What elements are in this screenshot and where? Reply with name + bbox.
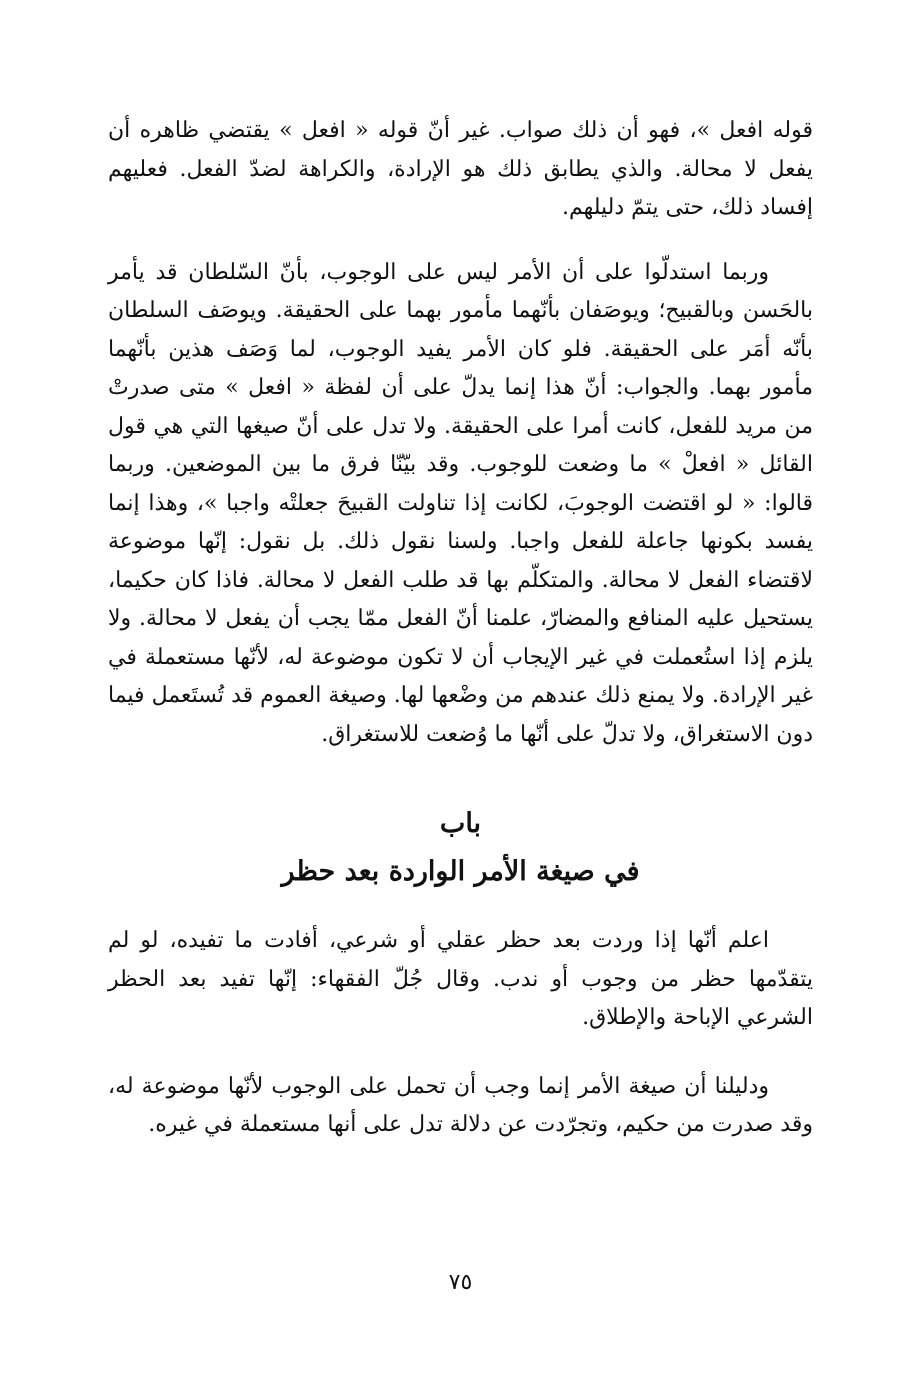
chapter-paragraph-intro: اعلم أنّها إذا وردت بعد حظر عقلي أو شرعي، أفادت ما تفيده، لو لم يتقدّمها حظر من وجوب أو ندب. وقال جُلّ الفقهاء: إنّها تفيد بعد الحظر الشرعي الإباحة والإطلاق. — [108, 928, 813, 1030]
chapter-title: في صيغة الأمر الواردة بعد حظر — [281, 856, 640, 887]
chapter-label: باب — [439, 808, 482, 839]
paragraph-continuation: قوله افعل »، فهو أن ذلك صواب. غير أنّ قوله « افعل » يقتضي ظاهره أن يفعل لا محالة. والذي يطابق ذلك هو الإرادة، والكراهة لضدّ الفعل. فعليهم إفساد ذلك، حتى يتمّ دليلهم. — [108, 118, 813, 220]
page-number: ٧٥ — [448, 1270, 473, 1295]
paragraph-objection-and-reply: وربما استدلّوا على أن الأمر ليس على الوجوب، بأنّ السّلطان قد يأمر بالحَسن وبالقبيح؛ ويوصَفان بأنّهما مأمور بهما على الحقيقة. ويوصَف السلطان بأنّه أمَر على الحقيقة. فلو كان الأمر يفيد الوجوب، لما وَصَف هذين بأنّهما مأمور بهما. والجواب: أنّ هذا إنما يدلّ على أن لفظة « افعل » متى صدرتْ من مريد للفعل، كانت أمرا على الحقيقة. ولا تدل على أنّ صيغها التي هي قول القائل « افعلْ » ما وضعت للوجوب. وقد بيّنّا فرق ما بين الموضعين. وربما قالوا: « لو اقتضت الوجوبَ، لكانت إذا تناولت القبيحَ جعلتْه واجبا »، وهذا إنما يفسد بكونها جاعلة للفعل واجبا. ولسنا نقول ذلك. بل نقول: إنّها موضوعة لاقتضاء الفعل لا محالة. والمتكلّم بها قد طلب الفعل لا محالة. فاذا كان حكيما، يستحيل عليه المنافع والمضارّ، علمنا أنّ الفعل ممّا يجب أن يفعل لا محالة. ولا يلزم إذا استُعملت في غير الإيجاب أن لا تكون موضوعة له، لأنّها مستعملة في غير الإرادة. ولا يمنع ذلك عندهم من وضْعها لها. وصيغة العموم قد تُستَعمل فيما دون الاستغراق، ولا تدلّ على أنّها ما وُضعت للاستغراق. — [108, 259, 813, 747]
chapter-paragraph-evidence: ودليلنا أن صيغة الأمر إنما وجب أن تحمل على الوجوب لأنّها موضوعة له، وقد صدرت من حكيم، وتجرّدت عن دلالة تدل على أنها مستعملة في غيره. — [108, 1073, 813, 1137]
